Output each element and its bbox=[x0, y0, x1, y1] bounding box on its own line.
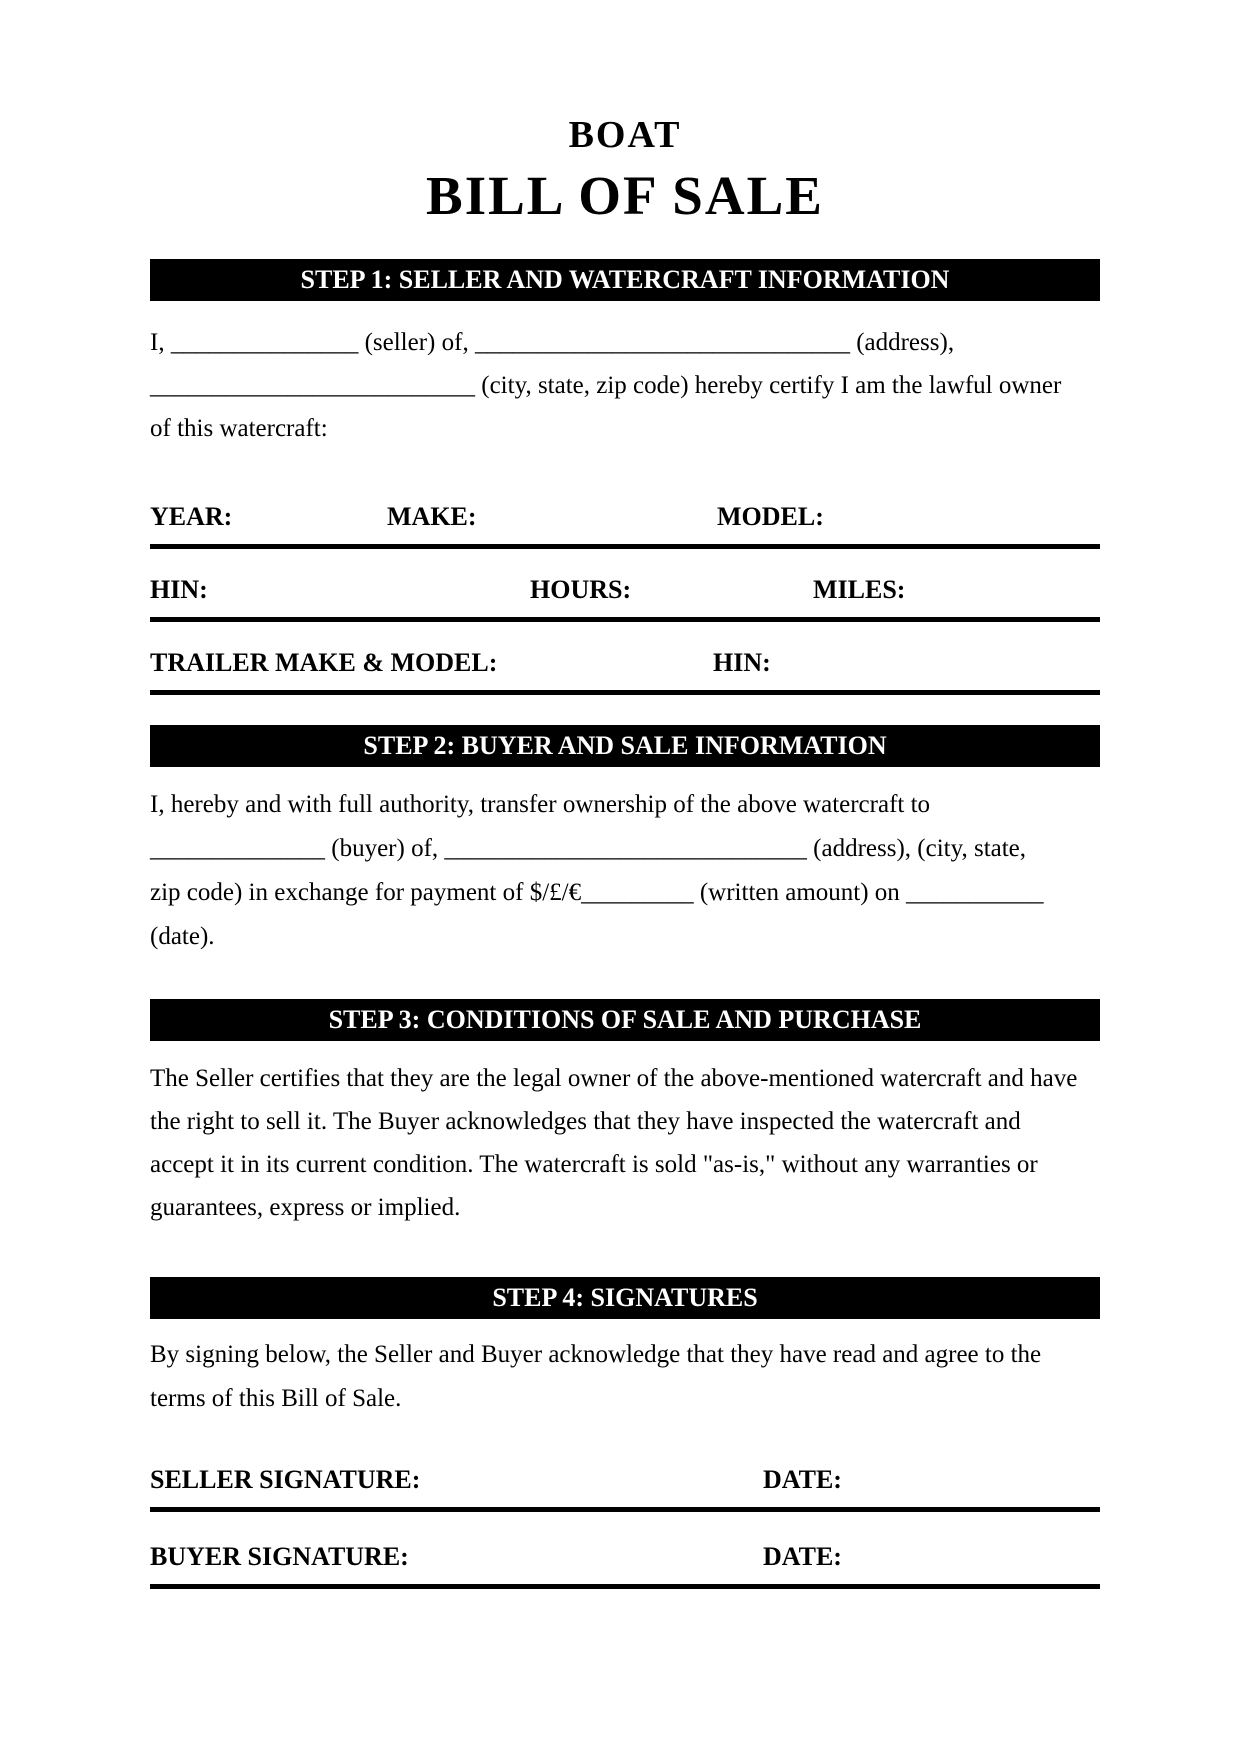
step1-paragraph bbox=[150, 321, 1100, 450]
seller-signature-label: SELLER SIGNATURE: bbox=[150, 1465, 421, 1494]
year-label: YEAR: bbox=[150, 502, 233, 531]
buyer-date-label: DATE: bbox=[763, 1542, 842, 1571]
step2-paragraph-line-2: ______________ (buyer) of, _____________________________ (address), (city, state, bbox=[150, 835, 1027, 862]
step2-paragraph bbox=[150, 783, 1100, 959]
field-underline bbox=[150, 1507, 1100, 1512]
step3-paragraph-line-1: The Seller certifies that they are the legal owner of the above-mentioned watercraft and have bbox=[150, 1065, 1078, 1092]
make-label: MAKE: bbox=[387, 502, 477, 531]
step1-banner: STEP 1: SELLER AND WATERCRAFT INFORMATION bbox=[150, 259, 1100, 301]
seller-signature-row bbox=[150, 1465, 1100, 1495]
step3-paragraph-line-2: the right to sell it. The Buyer acknowledges that they have inspected the watercraft and bbox=[150, 1108, 1021, 1135]
miles-label: MILES: bbox=[813, 575, 906, 604]
field-underline bbox=[150, 1584, 1100, 1589]
seller-date-label: DATE: bbox=[763, 1465, 842, 1494]
field-underline bbox=[150, 544, 1100, 549]
trailer-hin-label: HIN: bbox=[713, 648, 771, 677]
step4-paragraph-line-2: terms of this Bill of Sale. bbox=[150, 1385, 402, 1412]
step1-paragraph-line-3: of this watercraft: bbox=[150, 415, 328, 442]
step1-paragraph-line-2: __________________________ (city, state, zip code) hereby certify I am the lawful owner bbox=[150, 372, 1062, 399]
step3-banner: STEP 3: CONDITIONS OF SALE AND PURCHASE bbox=[150, 999, 1100, 1041]
step2-paragraph-line-1: I, hereby and with full authority, transfer ownership of the above watercraft to bbox=[150, 791, 931, 818]
trailer-make-model-label: TRAILER MAKE & MODEL: bbox=[150, 648, 498, 677]
step3-paragraph bbox=[150, 1057, 1100, 1229]
hin-label: HIN: bbox=[150, 575, 208, 604]
step3-paragraph-line-4: guarantees, express or implied. bbox=[150, 1194, 461, 1221]
field-underline bbox=[150, 617, 1100, 622]
buyer-signature-label: BUYER SIGNATURE: bbox=[150, 1542, 409, 1571]
trailer-fields-row bbox=[150, 648, 1100, 678]
watercraft-fields-row-1 bbox=[150, 502, 1100, 532]
step3-paragraph-line-3: accept it in its current condition. The watercraft is sold "as-is," without any warranties or bbox=[150, 1151, 1038, 1178]
step4-paragraph-line-1: By signing below, the Seller and Buyer acknowledge that they have read and agree to the bbox=[150, 1341, 1042, 1368]
step2-banner: STEP 2: BUYER AND SALE INFORMATION bbox=[150, 725, 1100, 767]
step2-paragraph-line-3: zip code) in exchange for payment of $/£/€_________ (written amount) on ___________ bbox=[150, 879, 1044, 906]
step2-paragraph-line-4: (date). bbox=[150, 923, 215, 950]
field-underline bbox=[150, 690, 1100, 695]
step4-paragraph bbox=[150, 1333, 1100, 1421]
buyer-signature-row bbox=[150, 1542, 1100, 1572]
hours-label: HOURS: bbox=[530, 575, 632, 604]
step1-paragraph-line-1: I, _______________ (seller) of, ______________________________ (address), bbox=[150, 329, 955, 356]
watercraft-fields-row-2 bbox=[150, 575, 1100, 605]
document-title: BILL OF SALE bbox=[426, 165, 824, 226]
model-label: MODEL: bbox=[717, 502, 824, 531]
document-subtitle: BOAT bbox=[568, 114, 682, 156]
step4-banner: STEP 4: SIGNATURES bbox=[150, 1277, 1100, 1319]
